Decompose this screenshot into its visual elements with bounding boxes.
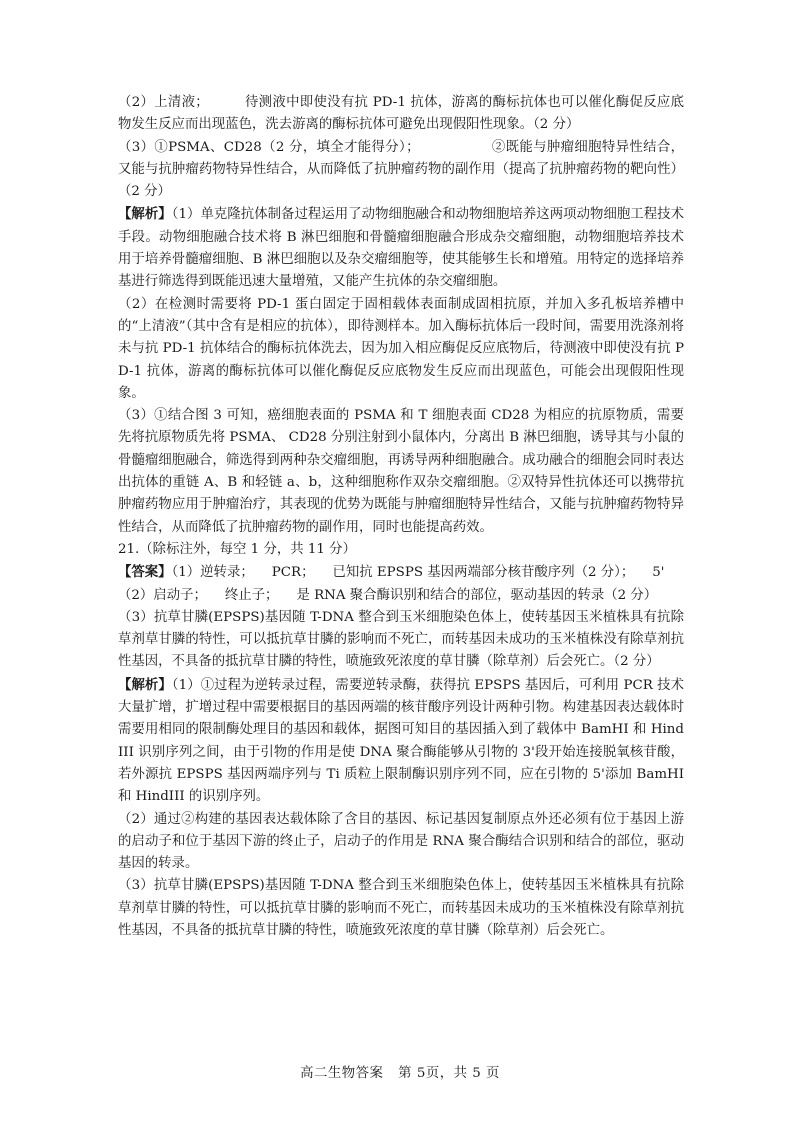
analysis-21-2: （2）通过②构建的基因表达载体除了含目的基因、标记基因复制原点外还必须有位于基因上游的启动子和位于基因下游的终止子，启动子的作用是 RNA 聚合酶结合识别和结合的部位，驱动基因的转录。 (118, 811, 684, 872)
answer-content (118, 92, 684, 942)
footer-subject: 高二生物答案 (300, 1066, 384, 1081)
analysis-21-3: （3）抗草甘膦(EPSPS)基因随 T-DNA 整合到玉米细胞染色体上，使转基因玉米植株具有抗除草剂草甘膦的特性，可以抵抗草甘膦的影响而不死亡，而转基因未成功的玉米植株没有除草剂抗性基因，不具备的抵抗草甘膦的特性，喷施致死浓度的草甘膦（除草剂）后会死亡。 (118, 878, 684, 938)
answer-label: 【答案】 (118, 564, 172, 581)
answer-20-3: （3）①PSMA、CD28（2 分，填全才能得分）； ②既能与肿瘤细胞特异性结合，又能与抗肿瘤药物特异性结合，从而降低了抗肿瘤药物的副作用（提高了抗肿瘤药物的靶向性）（2 分） (118, 139, 684, 200)
answer-21-3: （3）抗草甘膦(EPSPS)基因随 T-DNA 整合到玉米细胞染色体上，使转基因玉米植株具有抗除草剂草甘膦的特性，可以抵抗草甘膦的影响而不死亡，而转基因未成功的玉米植株没有除草剂抗性基因，不具备的抵抗草甘膦的特性，喷施致死浓度的草甘膦（除草剂）后会死亡。（2 分） (118, 609, 684, 670)
analysis-21-1: 【解析】（1）①过程为逆转录过程，需要逆转录酶，获得抗 EPSPS 基因后，可利用 PCR 技术大量扩增，扩增过程中需要根据目的基因两端的核苷酸序列设计两种引物。构建基因表达载体时需要用相同的限制酶处理目的基因和载体，据图可知目的基因插入到了载体中 BamHI 和 HindIII 识别序列之间，由于引物的作用是使 DNA 聚合酶能够从引物的 3'段开始连接脱氧核苷酸，若外源抗 EPSPS 基因两端序列与 Ti 质粒上限制酶识别序列不同，应在引物的 5'添加 BamHI 和 HindIII 的识别序列。 (118, 676, 684, 805)
analysis-20-2: （2）在检测时需要将 PD-1 蛋白固定于固相载体表面制成固相抗原，并加入多孔板培养槽中的“上清液”（其中含有是相应的抗体），即待测样本。加入酶标抗体后一段时间，需要用洗涤剂将未与抗 PD-1 抗体结合的酶标抗体洗去，因为加入相应酶促反应底物后，待测液中即使没有抗 PD-1 抗体，游离的酶标抗体可以催化酶促反应底物发生反应而出现蓝色，可能会出现假阳性现象。 (118, 296, 684, 401)
answer-20-2: （2）上清液； 待测液中即使没有抗 PD-1 抗体，游离的酶标抗体也可以催化酶促反应底物发生反应而出现蓝色，洗去游离的酶标抗体可避免出现假阳性现象。（2 分） (118, 95, 684, 133)
analysis-label: 【解析】 (118, 676, 172, 693)
answer-21-1: 【答案】（1）逆转录； PCR； 已知抗 EPSPS 基因两端部分核苷酸序列（2 分）； 5' (118, 564, 665, 581)
page-footer (0, 1062, 800, 1081)
question-21-header: 21.（除标注外，每空 1 分，共 11 分） (118, 541, 356, 557)
answer-21-2: （2）启动子； 终止子； 是 RNA 聚合酶识别和结合的部位，驱动基因的转录（2 分） (118, 587, 658, 603)
analysis-20-3: （3）①结合图 3 可知，癌细胞表面的 PSMA 和 T 细胞表面 CD28 为相应的抗原物质，需要先将抗原物质先将 PSMA、 CD28 分别注射到小鼠体内，分离出 B 淋巴细胞，诱导其与小鼠的骨髓瘤细胞融合，筛选得到两种杂交瘤细胞，再诱导两种细胞融合。成功融合的细胞会同时表达出抗体的重链 A、B 和轻链 a、b，这种细胞称作双杂交瘤细胞。②双特异性抗体还可以携带抗肿瘤药物应用于肿瘤治疗，其表现的优势为既能与肿瘤细胞特异性结合，又能与抗肿瘤药物特异性结合，从而降低了抗肿瘤药物的副作用，同时也能提高药效。 (118, 408, 684, 535)
footer-page-number: 第 5页，共 5 页 (398, 1066, 500, 1081)
analysis-20-1: 【解析】（1）单克隆抗体制备过程运用了动物细胞融合和动物细胞培养这两项动物细胞工程技术手段。动物细胞融合技术将 B 淋巴细胞和骨髓瘤细胞融合形成杂交瘤细胞，动物细胞培养技术用于培养骨髓瘤细胞、B 淋巴细胞以及杂交瘤细胞等，使其能够生长和增殖。用特定的选择培养基进行筛选得到既能迅速大量增殖，又能产生抗体的杂交瘤细胞。 (118, 206, 684, 290)
analysis-label: 【解析】 (118, 206, 172, 223)
